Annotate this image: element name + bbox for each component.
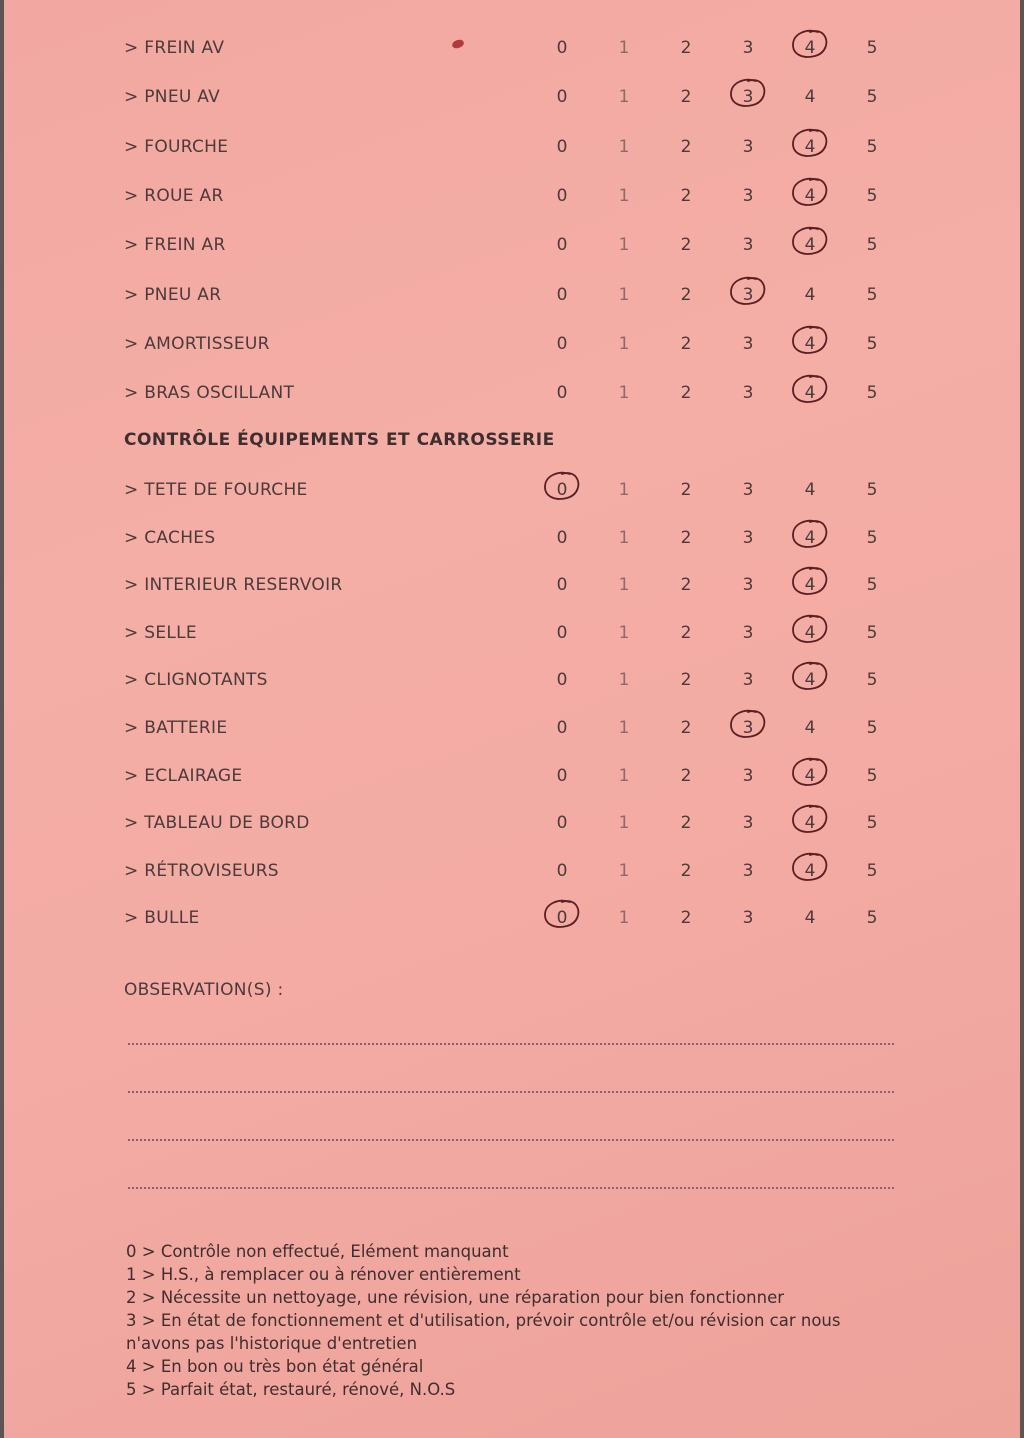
item-label: > TABLEAU DE BORD bbox=[124, 813, 310, 834]
score-option[interactable]: 3 bbox=[742, 908, 754, 929]
item-label: > FREIN AV bbox=[124, 38, 225, 58]
item-label: > BATTERIE bbox=[124, 718, 228, 738]
score-option[interactable]: 0 bbox=[556, 235, 568, 256]
score-option[interactable]: 1 bbox=[618, 527, 630, 548]
legend-line: 4 > En bon ou très bon état général bbox=[126, 1357, 424, 1376]
score-option[interactable]: 5 bbox=[866, 136, 878, 157]
checklist-row bbox=[4, 231, 1020, 261]
rating-legend bbox=[126, 1240, 886, 1401]
score-option[interactable]: 3 bbox=[742, 383, 754, 404]
observations-label: OBSERVATION(S) : bbox=[124, 980, 284, 1000]
checklist-row bbox=[4, 379, 1020, 409]
item-label: > CLIGNOTANTS bbox=[124, 670, 268, 691]
checklist-row bbox=[4, 34, 1020, 64]
score-option[interactable]: 0 bbox=[556, 480, 568, 500]
item-label: > TETE DE FOURCHE bbox=[124, 480, 308, 500]
score-option[interactable]: 4 bbox=[804, 38, 816, 58]
item-label: > FOURCHE bbox=[124, 136, 229, 157]
legend-line: 1 > H.S., à remplacer ou à rénover entièrement bbox=[126, 1265, 521, 1284]
score-option[interactable]: 0 bbox=[556, 87, 568, 108]
item-label: > RÉTROVISEURS bbox=[124, 860, 279, 881]
checklist-row bbox=[4, 904, 1020, 934]
score-option[interactable]: 5 bbox=[866, 185, 878, 206]
checklist-row bbox=[4, 330, 1020, 360]
checklist-row bbox=[4, 762, 1020, 792]
score-option[interactable]: 3 bbox=[742, 860, 754, 881]
score-option[interactable]: 5 bbox=[866, 718, 878, 738]
checklist-row bbox=[4, 133, 1020, 163]
score-option[interactable]: 1 bbox=[618, 185, 630, 206]
item-label: > BRAS OSCILLANT bbox=[124, 383, 295, 404]
checklist-row bbox=[4, 281, 1020, 311]
score-option[interactable]: 0 bbox=[556, 136, 568, 157]
score-option[interactable]: 0 bbox=[556, 333, 568, 354]
score-option[interactable]: 1 bbox=[618, 813, 630, 834]
score-option[interactable]: 3 bbox=[742, 813, 754, 834]
score-option[interactable]: 2 bbox=[680, 284, 692, 305]
score-option[interactable]: 5 bbox=[866, 235, 878, 256]
item-label: > CACHES bbox=[124, 527, 216, 548]
item-label: > INTERIEUR RESERVOIR bbox=[124, 575, 343, 596]
score-option[interactable]: 5 bbox=[866, 87, 878, 108]
score-option[interactable]: 5 bbox=[866, 908, 878, 929]
score-option[interactable]: 2 bbox=[680, 575, 692, 596]
checklist-row bbox=[4, 524, 1020, 554]
score-option[interactable]: 4 bbox=[804, 765, 816, 786]
score-option[interactable]: 2 bbox=[680, 718, 692, 738]
score-option[interactable]: 4 bbox=[804, 527, 816, 548]
score-option[interactable]: 1 bbox=[618, 333, 630, 354]
score-option[interactable]: 3 bbox=[742, 575, 754, 596]
score-option[interactable]: 4 bbox=[804, 575, 816, 596]
score-option[interactable]: 5 bbox=[866, 284, 878, 305]
checklist-row bbox=[4, 182, 1020, 212]
observation-line[interactable] bbox=[128, 1139, 894, 1141]
score-option[interactable]: 4 bbox=[804, 908, 816, 929]
score-option[interactable]: 0 bbox=[556, 383, 568, 404]
score-option[interactable]: 2 bbox=[680, 136, 692, 157]
score-option[interactable]: 3 bbox=[742, 718, 754, 738]
score-option[interactable]: 5 bbox=[866, 670, 878, 691]
observation-line[interactable] bbox=[128, 1187, 894, 1189]
legend-line: 3 > En état de fonctionnement et d'utilisation, prévoir contrôle et/ou révision car nous bbox=[126, 1311, 841, 1330]
checklist-row bbox=[4, 666, 1020, 696]
score-option[interactable]: 0 bbox=[556, 622, 568, 643]
checklist-row bbox=[4, 83, 1020, 113]
inspection-sheet bbox=[4, 0, 1020, 1438]
score-option[interactable]: 1 bbox=[618, 480, 630, 500]
score-option[interactable]: 0 bbox=[556, 185, 568, 206]
item-label: > BULLE bbox=[124, 908, 200, 929]
score-option[interactable]: 1 bbox=[618, 235, 630, 256]
observation-line[interactable] bbox=[128, 1091, 894, 1093]
score-option[interactable]: 4 bbox=[804, 813, 816, 834]
score-option[interactable]: 5 bbox=[866, 383, 878, 404]
score-option[interactable]: 5 bbox=[866, 333, 878, 354]
item-label: > SELLE bbox=[124, 622, 197, 643]
score-option[interactable]: 1 bbox=[618, 908, 630, 929]
score-option[interactable]: 2 bbox=[680, 38, 692, 58]
item-label: > AMORTISSEUR bbox=[124, 333, 270, 354]
score-option[interactable]: 2 bbox=[680, 333, 692, 354]
score-option[interactable]: 4 bbox=[804, 136, 816, 157]
score-option[interactable]: 2 bbox=[680, 908, 692, 929]
score-option[interactable]: 5 bbox=[866, 622, 878, 643]
score-option[interactable]: 3 bbox=[742, 622, 754, 643]
score-option[interactable]: 1 bbox=[618, 670, 630, 691]
score-option[interactable]: 4 bbox=[804, 480, 816, 500]
score-option[interactable]: 3 bbox=[742, 185, 754, 206]
score-option[interactable]: 1 bbox=[618, 860, 630, 881]
legend-line: 0 > Contrôle non effectué, Elément manquant bbox=[126, 1242, 509, 1261]
score-option[interactable]: 4 bbox=[804, 718, 816, 738]
legend-line: 5 > Parfait état, restauré, rénové, N.O.S bbox=[126, 1380, 456, 1399]
item-label: > ECLAIRAGE bbox=[124, 765, 243, 786]
score-option[interactable]: 1 bbox=[618, 718, 630, 738]
score-option[interactable]: 2 bbox=[680, 480, 692, 500]
score-option[interactable]: 5 bbox=[866, 765, 878, 786]
checklist-row bbox=[4, 476, 1020, 506]
score-option[interactable]: 5 bbox=[866, 813, 878, 834]
score-option[interactable]: 2 bbox=[680, 765, 692, 786]
score-option[interactable]: 1 bbox=[618, 383, 630, 404]
checklist-row bbox=[4, 857, 1020, 887]
score-option[interactable]: 3 bbox=[742, 284, 754, 305]
score-option[interactable]: 5 bbox=[866, 38, 878, 58]
score-option[interactable]: 0 bbox=[556, 718, 568, 738]
score-option[interactable]: 1 bbox=[618, 575, 630, 596]
score-option[interactable]: 2 bbox=[680, 670, 692, 691]
score-option[interactable]: 3 bbox=[742, 480, 754, 500]
score-option[interactable]: 4 bbox=[804, 284, 816, 305]
score-option[interactable]: 3 bbox=[742, 527, 754, 548]
score-option[interactable]: 0 bbox=[556, 38, 568, 58]
score-option[interactable]: 0 bbox=[556, 860, 568, 881]
score-option[interactable]: 3 bbox=[742, 38, 754, 58]
item-label: > ROUE AR bbox=[124, 185, 224, 206]
score-option[interactable]: 3 bbox=[742, 333, 754, 354]
score-option[interactable]: 4 bbox=[804, 860, 816, 881]
score-option[interactable]: 2 bbox=[680, 383, 692, 404]
score-option[interactable]: 5 bbox=[866, 480, 878, 500]
score-option[interactable]: 3 bbox=[742, 87, 754, 108]
score-option[interactable]: 0 bbox=[556, 908, 568, 929]
score-option[interactable]: 0 bbox=[556, 527, 568, 548]
score-option[interactable]: 0 bbox=[556, 670, 568, 691]
item-label: > FREIN AR bbox=[124, 235, 226, 256]
score-option[interactable]: 2 bbox=[680, 813, 692, 834]
score-option[interactable]: 4 bbox=[804, 670, 816, 691]
score-option[interactable]: 5 bbox=[866, 860, 878, 881]
score-option[interactable]: 3 bbox=[742, 670, 754, 691]
score-option[interactable]: 1 bbox=[618, 38, 630, 58]
checklist-row bbox=[4, 571, 1020, 601]
score-option[interactable]: 0 bbox=[556, 575, 568, 596]
score-option[interactable]: 4 bbox=[804, 383, 816, 404]
score-option[interactable]: 4 bbox=[804, 235, 816, 256]
section-title: CONTRÔLE ÉQUIPEMENTS ET CARROSSERIE bbox=[124, 430, 555, 450]
checklist-row bbox=[4, 809, 1020, 839]
score-option[interactable]: 2 bbox=[680, 860, 692, 881]
score-option[interactable]: 3 bbox=[742, 136, 754, 157]
observation-line[interactable] bbox=[128, 1043, 894, 1045]
score-option[interactable]: 1 bbox=[618, 284, 630, 305]
score-option[interactable]: 4 bbox=[804, 333, 816, 354]
score-option[interactable]: 5 bbox=[866, 575, 878, 596]
score-option[interactable]: 0 bbox=[556, 284, 568, 305]
score-option[interactable]: 2 bbox=[680, 622, 692, 643]
score-option[interactable]: 2 bbox=[680, 527, 692, 548]
score-option[interactable]: 1 bbox=[618, 622, 630, 643]
legend-line: n'avons pas l'historique d'entretien bbox=[126, 1334, 418, 1353]
score-option[interactable]: 2 bbox=[680, 185, 692, 206]
item-label: > PNEU AR bbox=[124, 284, 222, 305]
score-option[interactable]: 1 bbox=[618, 136, 630, 157]
legend-line: 2 > Nécessite un nettoyage, une révision, une réparation pour bien fonctionner bbox=[126, 1288, 785, 1307]
score-option[interactable]: 3 bbox=[742, 235, 754, 256]
score-option[interactable]: 3 bbox=[742, 765, 754, 786]
score-option[interactable]: 2 bbox=[680, 235, 692, 256]
score-option[interactable]: 4 bbox=[804, 622, 816, 643]
checklist-row bbox=[4, 714, 1020, 744]
score-option[interactable]: 0 bbox=[556, 813, 568, 834]
item-label: > PNEU AV bbox=[124, 87, 221, 108]
score-option[interactable]: 1 bbox=[618, 87, 630, 108]
score-option[interactable]: 5 bbox=[866, 527, 878, 548]
score-option[interactable]: 4 bbox=[804, 87, 816, 108]
score-option[interactable]: 4 bbox=[804, 185, 816, 206]
score-option[interactable]: 1 bbox=[618, 765, 630, 786]
checklist-row bbox=[4, 619, 1020, 649]
score-option[interactable]: 0 bbox=[556, 765, 568, 786]
score-option[interactable]: 2 bbox=[680, 87, 692, 108]
